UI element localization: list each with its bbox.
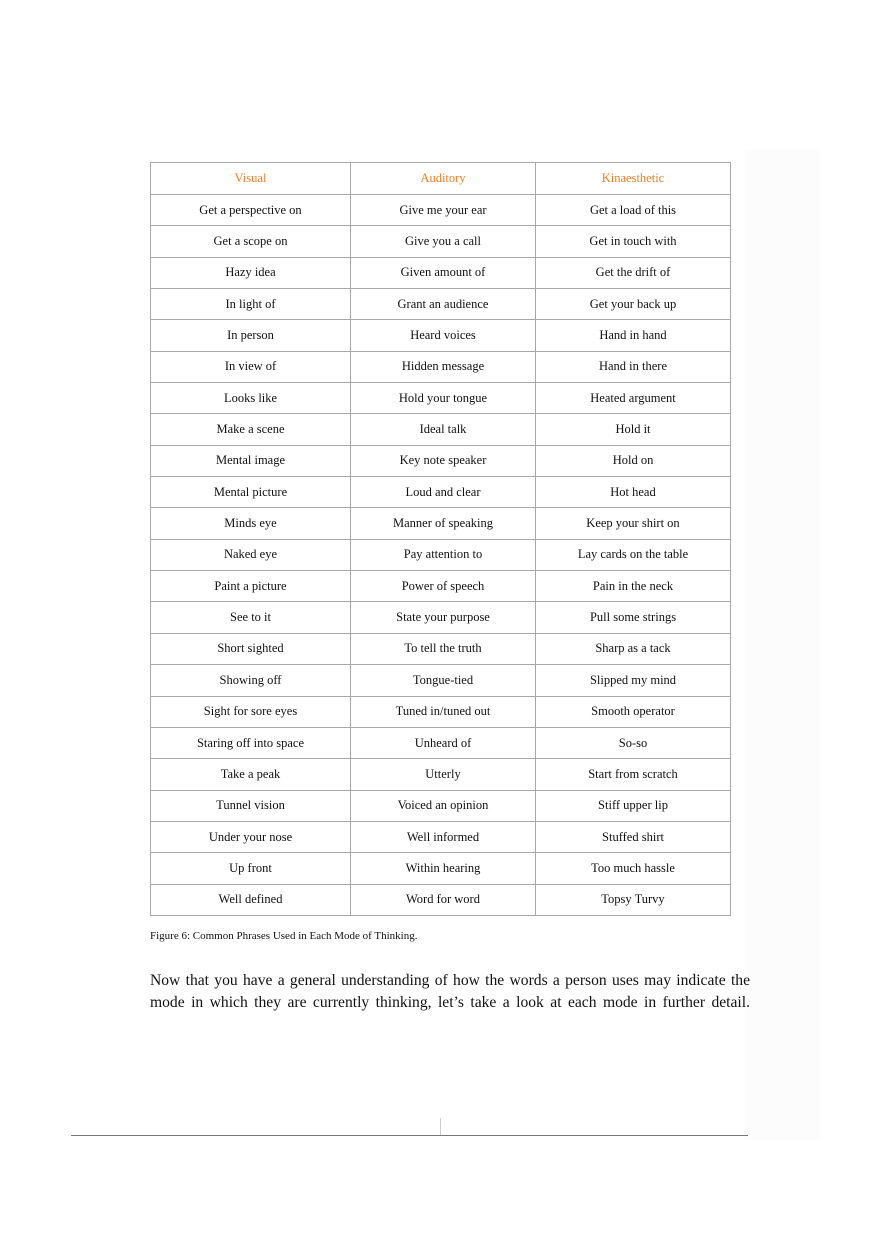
table-row [151, 884, 731, 915]
header-kinaesthetic: Kinaesthetic [536, 163, 731, 195]
table-header-row [151, 163, 731, 195]
paragraph-line: Now that you have a general understanding of how the words a person uses may indicate the [150, 972, 750, 989]
cell-auditory: Grant an audience [351, 289, 536, 320]
cell-auditory: Pay attention to [351, 539, 536, 570]
cell-visual: Hazy idea [151, 257, 351, 288]
table-row [151, 696, 731, 727]
cell-kinaesthetic: Smooth operator [536, 696, 731, 727]
cell-kinaesthetic: Too much hassle [536, 853, 731, 884]
phrases-table [150, 162, 731, 916]
cell-kinaesthetic: Hold it [536, 414, 731, 445]
cell-kinaesthetic: Hold on [536, 445, 731, 476]
cell-kinaesthetic: Get the drift of [536, 257, 731, 288]
cell-kinaesthetic: Slipped my mind [536, 665, 731, 696]
body-paragraph [150, 970, 750, 1014]
table-row [151, 602, 731, 633]
table-row [151, 257, 731, 288]
cell-kinaesthetic: Start from scratch [536, 759, 731, 790]
table-row [151, 351, 731, 382]
cell-auditory: Hold your tongue [351, 383, 536, 414]
cell-visual: Sight for sore eyes [151, 696, 351, 727]
cell-auditory: Hidden message [351, 351, 536, 382]
table-row [151, 821, 731, 852]
cell-auditory: Unheard of [351, 727, 536, 758]
cell-auditory: Give you a call [351, 226, 536, 257]
cell-auditory: Well informed [351, 821, 536, 852]
cell-visual: Well defined [151, 884, 351, 915]
table-row [151, 320, 731, 351]
cell-visual: Make a scene [151, 414, 351, 445]
cell-kinaesthetic: Stiff upper lip [536, 790, 731, 821]
cell-kinaesthetic: Heated argument [536, 383, 731, 414]
cell-auditory: Tongue-tied [351, 665, 536, 696]
table-row [151, 289, 731, 320]
cell-visual: Get a perspective on [151, 195, 351, 226]
table-row [151, 727, 731, 758]
cell-visual: Looks like [151, 383, 351, 414]
cell-visual: Mental image [151, 445, 351, 476]
header-visual: Visual [151, 163, 351, 195]
table-row [151, 383, 731, 414]
cell-auditory: Within hearing [351, 853, 536, 884]
header-auditory: Auditory [351, 163, 536, 195]
cell-visual: Mental picture [151, 477, 351, 508]
cell-kinaesthetic: Get your back up [536, 289, 731, 320]
table-row [151, 445, 731, 476]
figure-caption: Figure 6: Common Phrases Used in Each Mode of Thinking. [150, 930, 418, 942]
cell-kinaesthetic: Get in touch with [536, 226, 731, 257]
cell-visual: In view of [151, 351, 351, 382]
page-shadow [745, 150, 820, 1140]
cell-auditory: Voiced an opinion [351, 790, 536, 821]
table-row [151, 665, 731, 696]
paragraph-line: mode in which they are currently thinking, let’s take a look at each mode in further detail. [150, 994, 750, 1011]
cell-auditory: Ideal talk [351, 414, 536, 445]
cell-kinaesthetic: Stuffed shirt [536, 821, 731, 852]
cell-auditory: Given amount of [351, 257, 536, 288]
cell-visual: Up front [151, 853, 351, 884]
cell-visual: Short sighted [151, 633, 351, 664]
table-row [151, 226, 731, 257]
cell-kinaesthetic: Hand in hand [536, 320, 731, 351]
cell-auditory: Tuned in/tuned out [351, 696, 536, 727]
table-row [151, 759, 731, 790]
cell-visual: Paint a picture [151, 571, 351, 602]
cell-visual: Take a peak [151, 759, 351, 790]
cell-auditory: Word for word [351, 884, 536, 915]
cell-visual: Minds eye [151, 508, 351, 539]
cell-kinaesthetic: Sharp as a tack [536, 633, 731, 664]
cell-auditory: Power of speech [351, 571, 536, 602]
cell-kinaesthetic: Lay cards on the table [536, 539, 731, 570]
table-row [151, 571, 731, 602]
cell-kinaesthetic: Hand in there [536, 351, 731, 382]
cell-auditory: Give me your ear [351, 195, 536, 226]
table-row [151, 195, 731, 226]
cell-auditory: Key note speaker [351, 445, 536, 476]
cell-kinaesthetic: So-so [536, 727, 731, 758]
cell-visual: Staring off into space [151, 727, 351, 758]
cell-kinaesthetic: Hot head [536, 477, 731, 508]
cell-visual: Under your nose [151, 821, 351, 852]
cell-visual: Get a scope on [151, 226, 351, 257]
cell-kinaesthetic: Pain in the neck [536, 571, 731, 602]
cell-visual: In light of [151, 289, 351, 320]
footer-rule [71, 1135, 748, 1136]
table-row [151, 633, 731, 664]
cell-auditory: Heard voices [351, 320, 536, 351]
footer-divider-mark [440, 1118, 441, 1135]
table-row [151, 853, 731, 884]
table-row [151, 539, 731, 570]
table-row [151, 477, 731, 508]
cell-visual: Naked eye [151, 539, 351, 570]
table-row [151, 414, 731, 445]
cell-visual: In person [151, 320, 351, 351]
cell-visual: Tunnel vision [151, 790, 351, 821]
cell-auditory: Loud and clear [351, 477, 536, 508]
cell-kinaesthetic: Pull some strings [536, 602, 731, 633]
cell-kinaesthetic: Topsy Turvy [536, 884, 731, 915]
table-row [151, 790, 731, 821]
table-row [151, 508, 731, 539]
cell-auditory: Utterly [351, 759, 536, 790]
cell-auditory: To tell the truth [351, 633, 536, 664]
cell-auditory: State your purpose [351, 602, 536, 633]
cell-kinaesthetic: Keep your shirt on [536, 508, 731, 539]
cell-visual: Showing off [151, 665, 351, 696]
cell-visual: See to it [151, 602, 351, 633]
cell-auditory: Manner of speaking [351, 508, 536, 539]
cell-kinaesthetic: Get a load of this [536, 195, 731, 226]
